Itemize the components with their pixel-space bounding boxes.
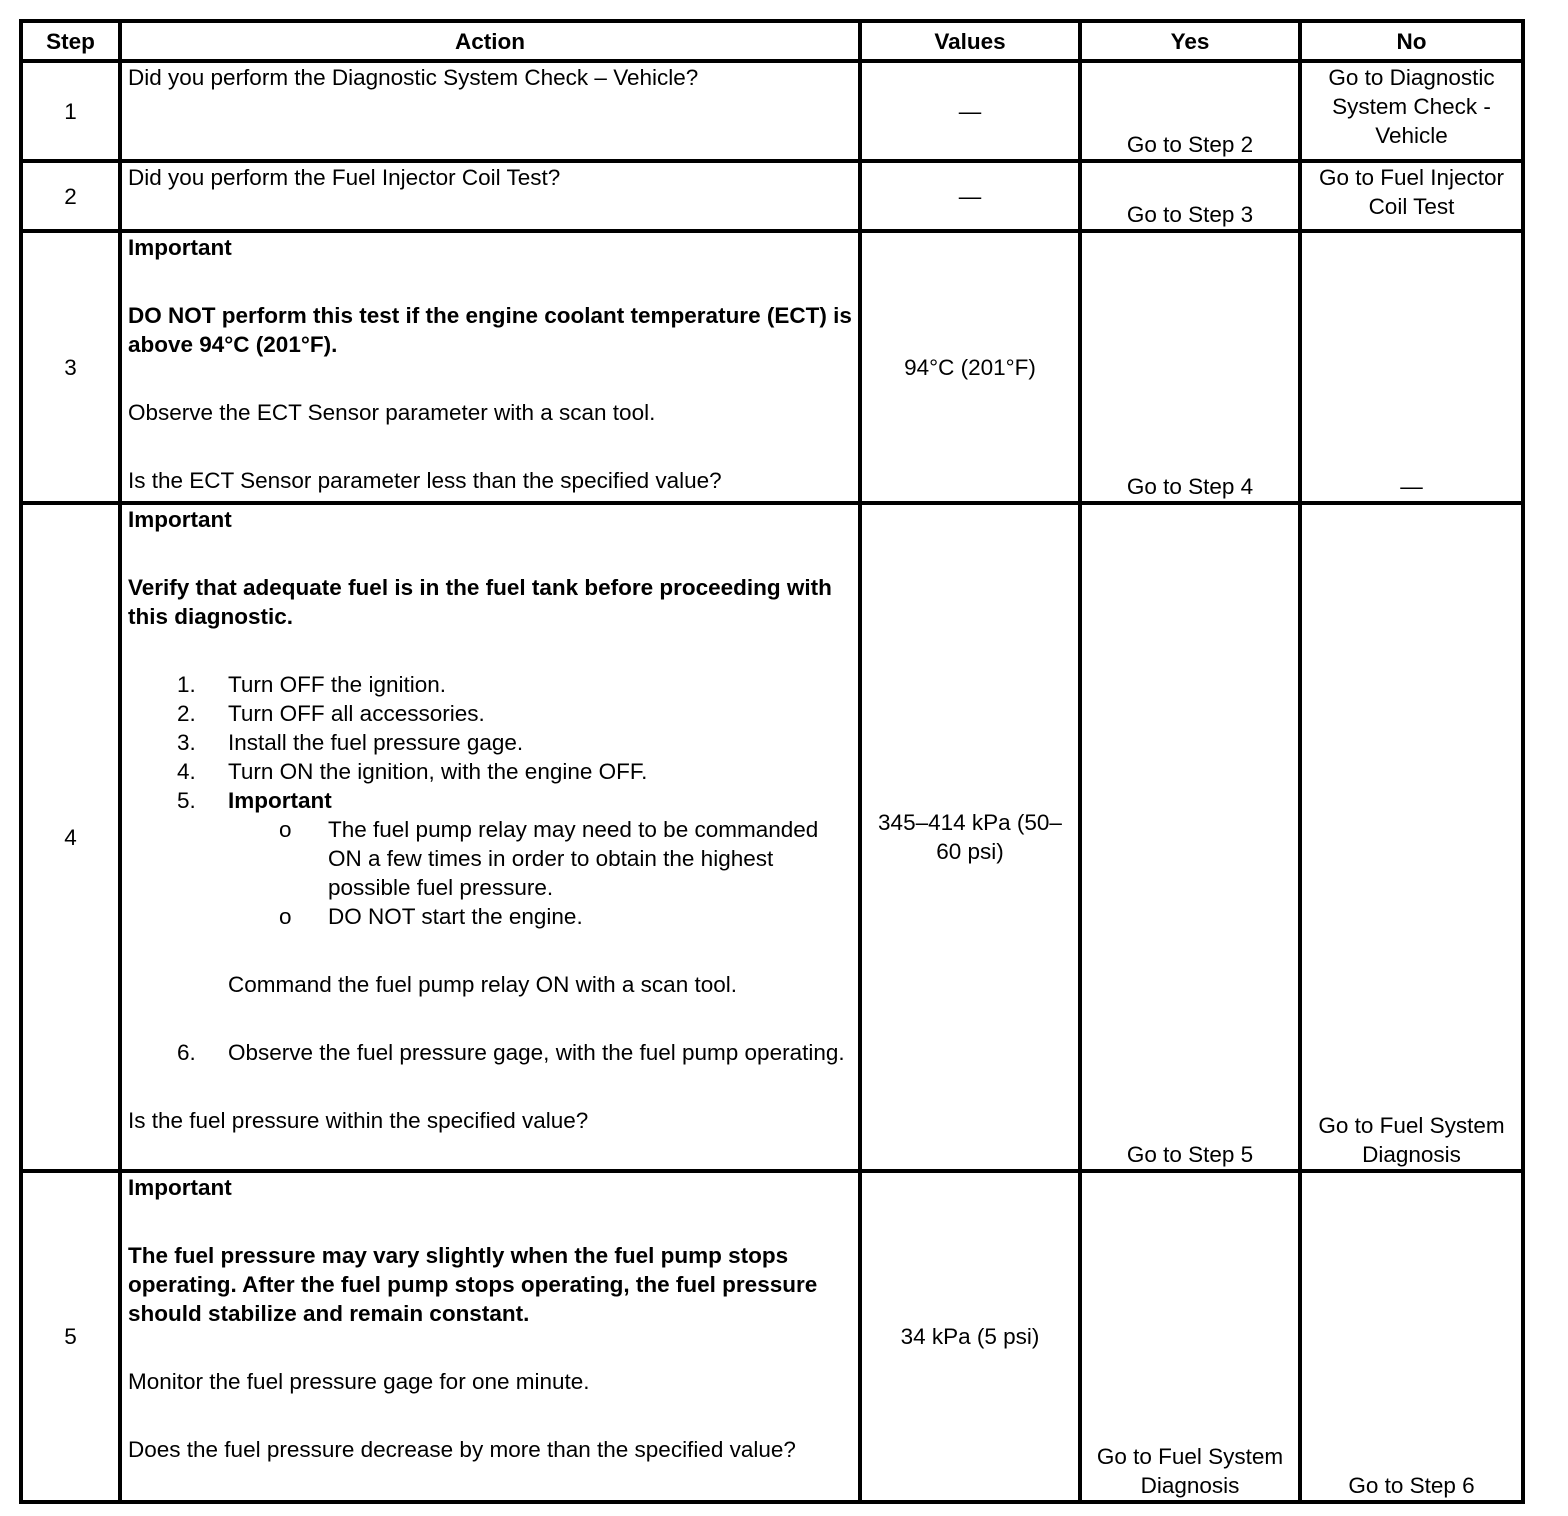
- action-cell: [120, 231, 860, 503]
- bullet-list: [228, 815, 852, 931]
- question-text: Is the ECT Sensor parameter less than the specified value?: [128, 468, 722, 493]
- header-step: Step: [21, 21, 120, 61]
- bullet-item: o The fuel pump relay may need to be commanded ON a few times in order to obtain the highest possible fuel pressure.: [279, 817, 819, 900]
- list-item: 2. Turn OFF all accessories.: [177, 701, 485, 726]
- header-action: Action: [120, 21, 860, 61]
- list-item: 3. Install the fuel pressure gage.: [177, 730, 524, 755]
- important-warning: DO NOT perform this test if the engine coolant temperature (ECT) is above 94°C (201°F).: [128, 303, 852, 357]
- header-row: [21, 21, 1523, 61]
- value-cell: 34 kPa (5 psi): [860, 1171, 1080, 1502]
- important-label: Important: [128, 235, 232, 260]
- value-cell: 94°C (201°F): [860, 231, 1080, 503]
- diagnostic-table: [19, 19, 1525, 1504]
- command-text: Command the fuel pump relay ON with a scan tool.: [228, 972, 737, 997]
- action-cell: [120, 1171, 860, 1502]
- header-yes: Yes: [1080, 21, 1300, 61]
- yes-cell: Go to Step 4: [1080, 231, 1300, 503]
- substep-list: [128, 670, 852, 1067]
- step-number: 5: [21, 1171, 120, 1502]
- table-row: [21, 231, 1523, 503]
- step-number: 3: [21, 231, 120, 503]
- list-item: 6. Observe the fuel pressure gage, with the fuel pump operating.: [177, 1040, 845, 1065]
- step-number: 4: [21, 503, 120, 1171]
- important-warning: Verify that adequate fuel is in the fuel tank before proceeding with this diagnostic.: [128, 575, 832, 629]
- table-row: [21, 1171, 1523, 1502]
- no-cell: Go to Fuel System Diagnosis: [1300, 503, 1523, 1171]
- table-row: [21, 61, 1523, 161]
- list-item: 1. Turn OFF the ignition.: [177, 672, 447, 697]
- yes-cell: Go to Fuel System Diagnosis: [1080, 1171, 1300, 1502]
- action-text: Did you perform the Fuel Injector Coil Test?: [120, 161, 860, 231]
- no-cell: Go to Step 6: [1300, 1171, 1523, 1502]
- no-cell: —: [1300, 231, 1523, 503]
- value-cell: —: [860, 61, 1080, 161]
- question-text: Does the fuel pressure decrease by more than the specified value?: [128, 1437, 796, 1462]
- important-label: Important: [128, 1175, 232, 1200]
- value-cell: —: [860, 161, 1080, 231]
- yes-cell: Go to Step 2: [1080, 61, 1300, 161]
- question-text: Is the fuel pressure within the specified value?: [128, 1108, 589, 1133]
- no-cell: Go to Diagnostic System Check - Vehicle: [1300, 61, 1523, 161]
- value-cell: 345–414 kPa (50–60 psi): [860, 503, 1080, 1171]
- action-text: Did you perform the Diagnostic System Check – Vehicle?: [120, 61, 860, 161]
- instruction-text: Observe the ECT Sensor parameter with a scan tool.: [128, 400, 656, 425]
- no-cell: Go to Fuel Injector Coil Test: [1300, 161, 1523, 231]
- bullet-item: o DO NOT start the engine.: [279, 904, 583, 929]
- important-label: Important: [128, 507, 232, 532]
- table-row: [21, 161, 1523, 231]
- important-warning: The fuel pressure may vary slightly when the fuel pump stops operating. After the fuel pump stops operating, the fuel pressure should stabilize and remain constant.: [128, 1243, 818, 1326]
- header-values: Values: [860, 21, 1080, 61]
- instruction-text: Monitor the fuel pressure gage for one minute.: [128, 1369, 590, 1394]
- yes-cell: Go to Step 3: [1080, 161, 1300, 231]
- action-cell: [120, 503, 860, 1171]
- header-no: No: [1300, 21, 1523, 61]
- step-number: 2: [21, 161, 120, 231]
- list-item: 5. Important o The fuel pump relay may need to be commanded ON a few times in order to obtain the highest possible fuel pressure. o DO NOT start the engine. Command the fuel pump relay ON with a scan tool.: [128, 786, 852, 1038]
- list-item: 4. Turn ON the ignition, with the engine OFF.: [177, 759, 648, 784]
- yes-cell: Go to Step 5: [1080, 503, 1300, 1171]
- step-number: 1: [21, 61, 120, 161]
- table-row: [21, 503, 1523, 1171]
